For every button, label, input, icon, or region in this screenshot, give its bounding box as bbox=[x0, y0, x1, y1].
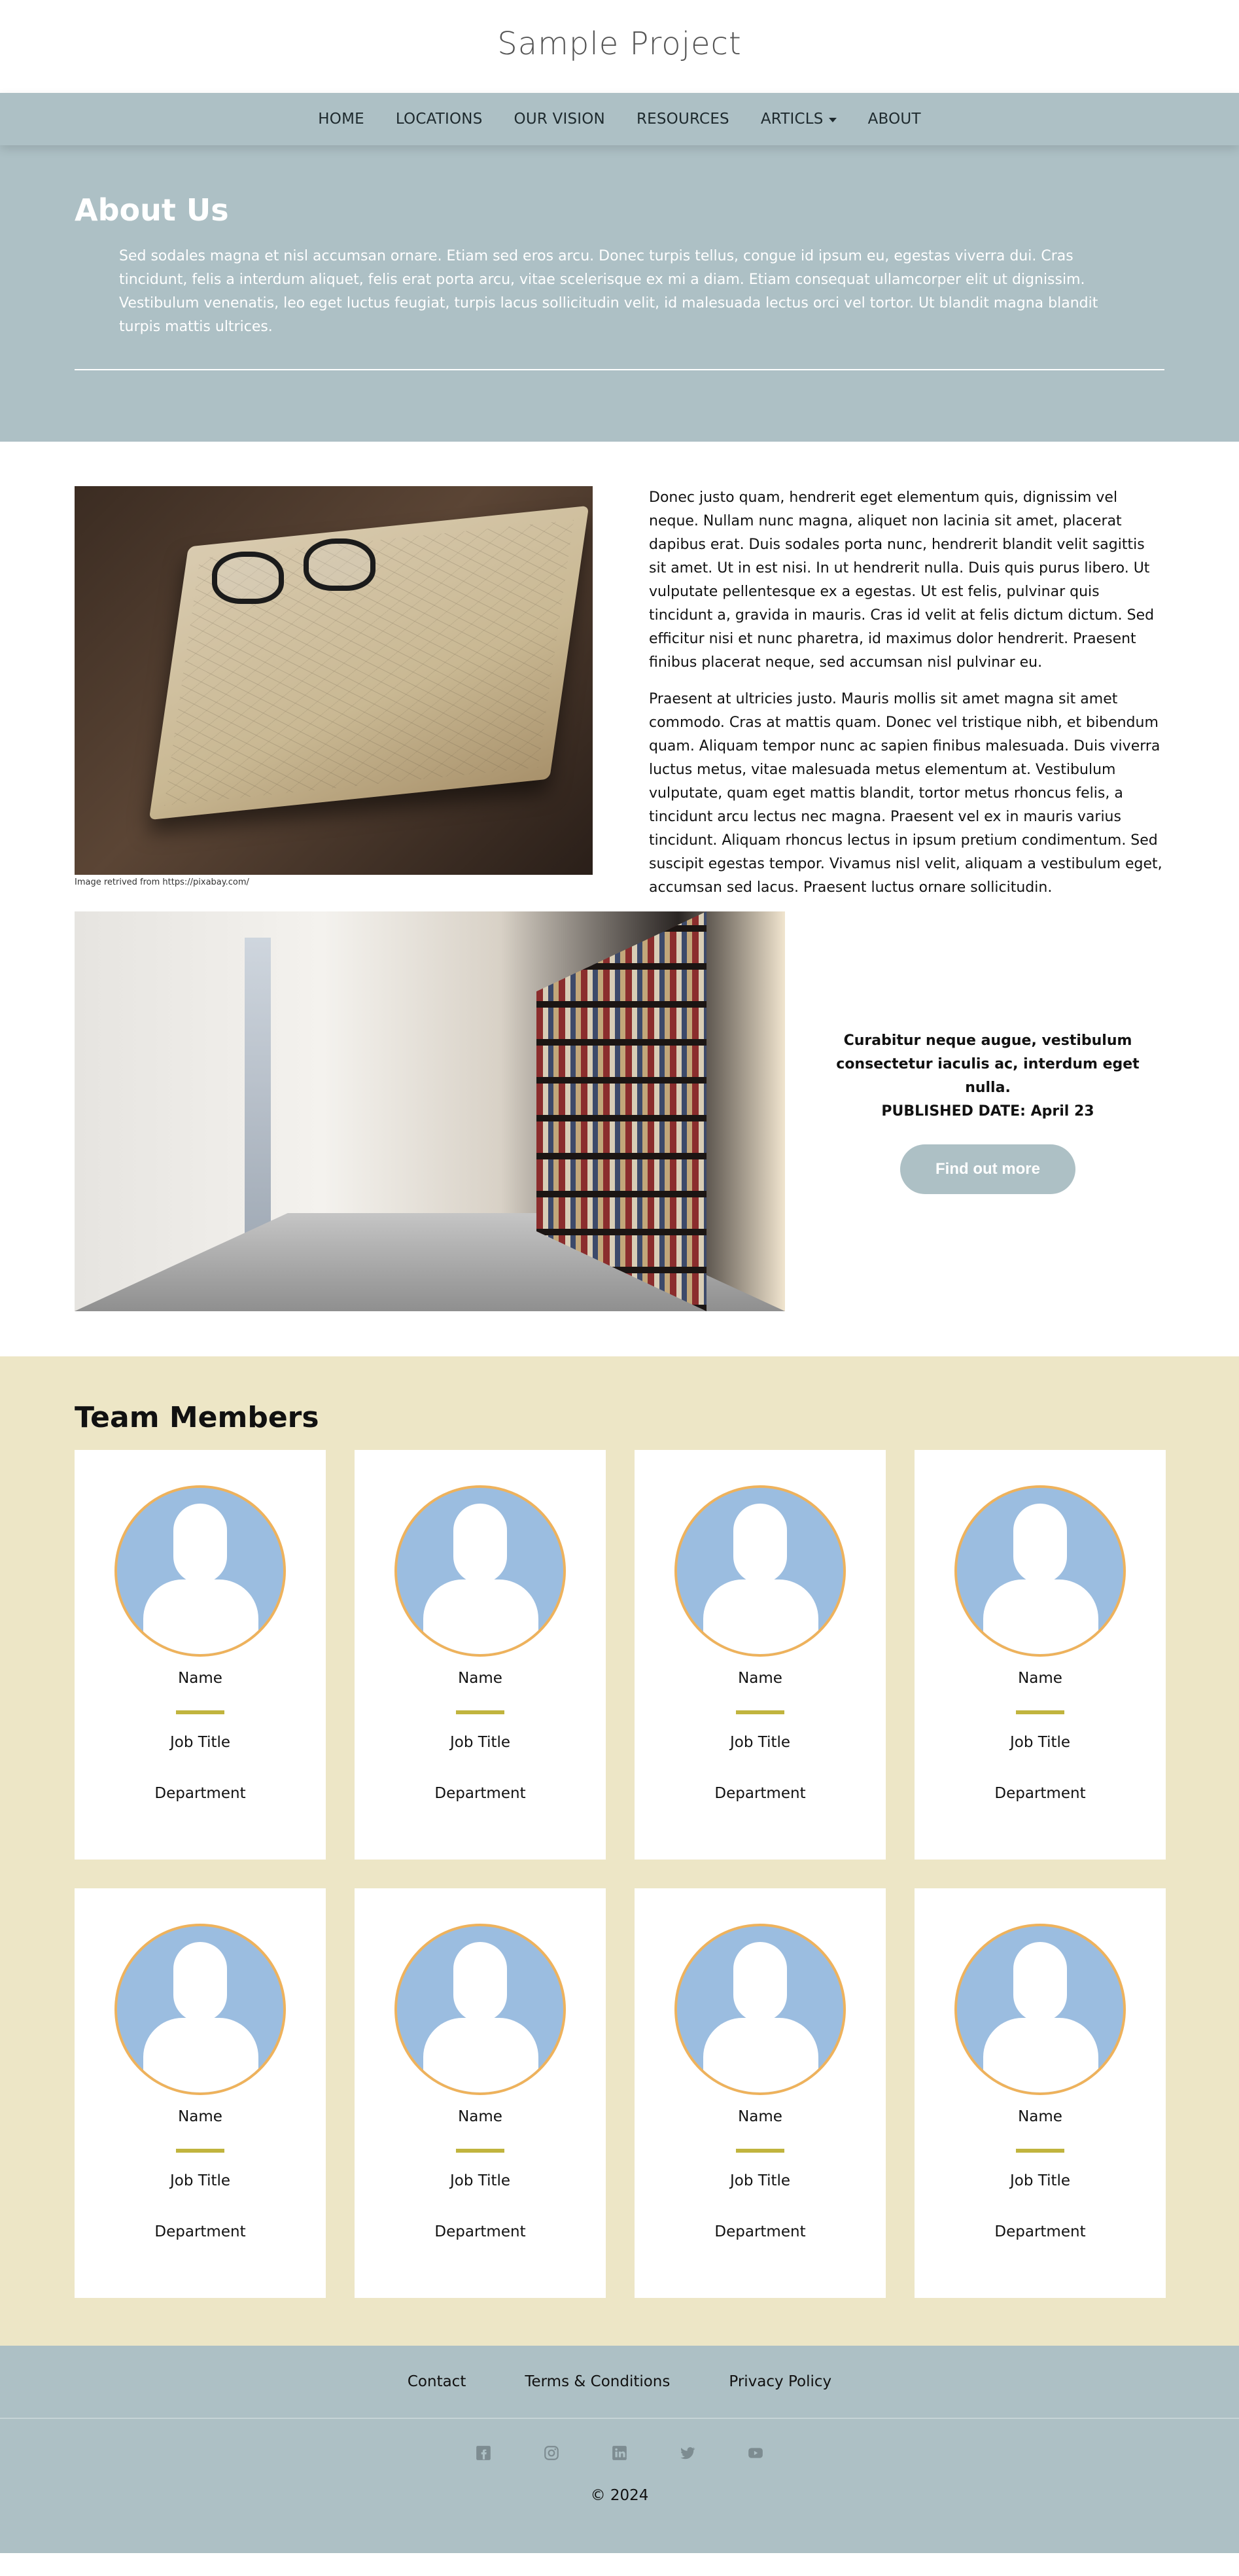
user-avatar-icon bbox=[674, 1924, 846, 2095]
nav-item-label: ABOUT bbox=[867, 111, 921, 128]
book-text-column bbox=[593, 486, 1164, 911]
member-name: Name bbox=[1018, 2108, 1062, 2125]
member-name: Name bbox=[738, 2108, 782, 2125]
member-job-title: Job Title bbox=[729, 2172, 791, 2189]
nav-item-our-vision[interactable] bbox=[498, 111, 621, 128]
facebook-icon[interactable] bbox=[469, 2439, 498, 2467]
find-out-more-button[interactable]: Find out more bbox=[900, 1144, 1075, 1194]
site-header bbox=[0, 0, 1239, 93]
user-avatar-icon bbox=[674, 1485, 846, 1657]
nav-item-label: ARTICLS bbox=[760, 111, 824, 128]
team-member-card[interactable] bbox=[355, 1888, 606, 2298]
member-name: Name bbox=[178, 2108, 222, 2125]
accent-divider bbox=[456, 1710, 504, 1714]
book-paragraph: Donec justo quam, hendrerit eget elementum quis, dignissim vel neque. Nullam nunc magna, aliquet non lacinia sit amet, placerat dapibus erat. Duis sodales porta nunc, hendrerit blandit velit sagittis sit amet. Ut in est nisi. In ut hendrerit nulla. Duis quis purus libero. Ut vulputate pellentesque ex a egestas. Ut est felis, pulvinar quis tincidunt a, gravida in mauris. Cras id velit at felis dictum dictum. Sed efficitur nisi et nunc pharetra, id maximus dolor hendrerit. Praesent finibus placerat neque, sed accumsan nisl pulvinar eu. bbox=[649, 489, 1155, 671]
book-image-column bbox=[75, 486, 593, 911]
youtube-icon[interactable] bbox=[741, 2439, 770, 2467]
nav-item-locations[interactable] bbox=[380, 111, 498, 128]
nav-item-about[interactable] bbox=[852, 111, 937, 128]
member-job-title: Job Title bbox=[169, 2172, 231, 2189]
team-member-card[interactable] bbox=[355, 1450, 606, 1860]
member-job-title: Job Title bbox=[729, 1734, 791, 1751]
glasses-on-book-image bbox=[75, 486, 593, 875]
team-member-card[interactable] bbox=[75, 1888, 326, 2298]
user-avatar-icon bbox=[114, 1485, 286, 1657]
nav-item-resources[interactable] bbox=[621, 111, 745, 128]
nav-item-label: HOME bbox=[318, 111, 364, 128]
user-avatar-icon bbox=[114, 1924, 286, 2095]
about-divider bbox=[75, 369, 1164, 370]
nav-item-label: RESOURCES bbox=[636, 111, 729, 128]
article-headline bbox=[811, 1029, 1164, 1123]
library-section bbox=[0, 911, 1239, 1356]
about-section bbox=[0, 145, 1239, 442]
member-department: Department bbox=[994, 2223, 1086, 2240]
accent-divider bbox=[736, 2149, 784, 2153]
nav-item-label: LOCATIONS bbox=[395, 111, 483, 128]
accent-divider bbox=[456, 2149, 504, 2153]
member-name: Name bbox=[458, 2108, 502, 2125]
team-member-card[interactable] bbox=[635, 1888, 886, 2298]
accent-divider bbox=[1016, 2149, 1064, 2153]
member-name: Name bbox=[1018, 1670, 1062, 1687]
user-avatar-icon bbox=[394, 1924, 566, 2095]
team-member-card[interactable] bbox=[635, 1450, 886, 1860]
nav-item-articls-dropdown[interactable] bbox=[745, 111, 852, 128]
instagram-icon[interactable] bbox=[537, 2439, 566, 2467]
team-member-card[interactable] bbox=[75, 1450, 326, 1860]
member-department: Department bbox=[154, 1785, 246, 1802]
caret-down-icon bbox=[829, 118, 837, 122]
member-department: Department bbox=[154, 2223, 246, 2240]
copyright-text: © 2024 bbox=[590, 2487, 649, 2504]
accent-divider bbox=[176, 1710, 224, 1714]
team-section bbox=[0, 1356, 1239, 2346]
footer-link-privacy[interactable]: Privacy Policy bbox=[729, 2373, 832, 2390]
team-member-card[interactable] bbox=[915, 1450, 1166, 1860]
member-department: Department bbox=[434, 1785, 526, 1802]
about-text: Sed sodales magna et nisl accumsan ornare. Etiam sed eros arcu. Donec turpis tellus, congue id ipsum eu, egestas viverra dui. Cras tincidunt, felis a interdum aliquet, felis erat porta arcu, vitae scelerisque ex mi a diam. Etiam consequat ullamcorper elit ut dignissim. Vestibulum venenatis, leo eget luctus feugiat, turpis lacus sollicitudin velit, id malesuada lectus orci vel tortor. Ut blandit magna blandit turpis mattis ultrices. bbox=[119, 248, 1098, 335]
image-caption: Image retrived from https://pixabay.com/ bbox=[75, 877, 249, 887]
glasses-shape bbox=[212, 532, 382, 610]
book-paragraph: Praesent at ultricies justo. Mauris mollis sit amet magna sit amet commodo. Cras at mattis quam. Donec vel tristique nibh, et bibendum quam. Aliquam tempor nunc ac sapien finibus malesuada. Duis viverra luctus metus, vitae malesuada metus elementum at. Vestibulum vulputate, quam eget mattis blandit, tortor metus rhoncus felis, a tincidunt arcu lectus nec magna. Praesent vel ex in mauris varius tincidunt. Aliquam rhoncus lectus in ipsum pretium condimentum. Sed suscipit egestas tempor. Vivamus nisl velit, aliquam a vestibulum eget, accumsan sed lacus. Praesent luctus ornare sollicitudin. bbox=[649, 691, 1162, 896]
member-job-title: Job Title bbox=[1009, 2172, 1071, 2189]
nav-item-home[interactable] bbox=[302, 111, 380, 128]
accent-divider bbox=[176, 2149, 224, 2153]
member-job-title: Job Title bbox=[449, 2172, 511, 2189]
footer-links bbox=[0, 2346, 1239, 2419]
user-avatar-icon bbox=[954, 1924, 1126, 2095]
footer-link-contact[interactable]: Contact bbox=[407, 2373, 466, 2390]
member-job-title: Job Title bbox=[169, 1734, 231, 1751]
member-department: Department bbox=[994, 1785, 1086, 1802]
user-avatar-icon bbox=[394, 1485, 566, 1657]
book-section bbox=[0, 442, 1239, 911]
social-links bbox=[0, 2419, 1239, 2467]
member-department: Department bbox=[714, 2223, 806, 2240]
team-title: Team Members bbox=[75, 1401, 319, 1434]
linkedin-icon[interactable] bbox=[605, 2439, 634, 2467]
member-department: Department bbox=[714, 1785, 806, 1802]
member-department: Department bbox=[434, 2223, 526, 2240]
twitter-icon[interactable] bbox=[673, 2439, 702, 2467]
member-job-title: Job Title bbox=[449, 1734, 511, 1751]
article-teaser bbox=[785, 911, 1164, 1311]
article-published-date: PUBLISHED DATE: April 23 bbox=[881, 1103, 1094, 1120]
nav-item-label: OUR VISION bbox=[514, 111, 605, 128]
main-navbar bbox=[0, 93, 1239, 145]
member-job-title: Job Title bbox=[1009, 1734, 1071, 1751]
accent-divider bbox=[736, 1710, 784, 1714]
library-image bbox=[75, 911, 785, 1311]
team-grid bbox=[75, 1450, 1164, 2298]
accent-divider bbox=[1016, 1710, 1064, 1714]
site-footer bbox=[0, 2346, 1239, 2553]
member-name: Name bbox=[178, 1670, 222, 1687]
member-name: Name bbox=[458, 1670, 502, 1687]
site-title[interactable]: Sample Project bbox=[497, 26, 742, 62]
team-member-card[interactable] bbox=[915, 1888, 1166, 2298]
footer-link-terms[interactable]: Terms & Conditions bbox=[525, 2373, 671, 2390]
member-name: Name bbox=[738, 1670, 782, 1687]
user-avatar-icon bbox=[954, 1485, 1126, 1657]
article-headline-text: Curabitur neque augue, vestibulum consectetur iaculis ac, interdum eget nulla. bbox=[836, 1032, 1140, 1096]
about-title: About Us bbox=[75, 192, 229, 228]
